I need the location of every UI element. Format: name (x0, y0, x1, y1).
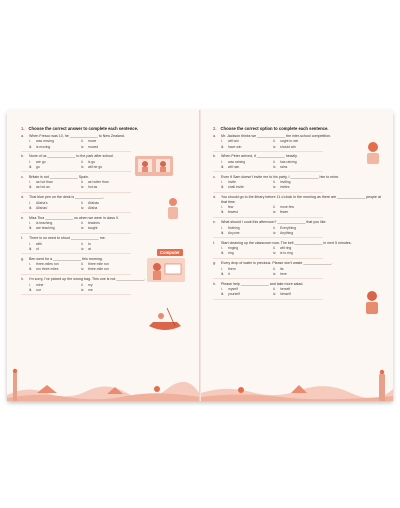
option-text: was raining (228, 159, 246, 164)
option-numeral: ii. (273, 180, 276, 185)
question-letter: f. (213, 240, 215, 245)
option-numeral: iv. (81, 267, 85, 272)
option-numeral: iv. (81, 144, 85, 149)
option-text: as hotter than (88, 180, 109, 185)
option-text: myself (228, 287, 238, 292)
answer-option (29, 165, 81, 170)
option-text: Nothing (228, 225, 240, 230)
option-text: moved (88, 144, 99, 149)
option-text: more few (280, 205, 294, 210)
boy-thinking-illustration (361, 288, 383, 316)
answer-option (29, 206, 81, 211)
question-letter: e. (213, 220, 216, 225)
question-item (213, 195, 381, 217)
option-text: is moving (36, 144, 51, 149)
workbook (7, 110, 393, 401)
question-divider (213, 171, 323, 172)
option-numeral: ii. (81, 241, 84, 246)
question-letter: c. (21, 174, 24, 179)
question-divider (213, 192, 323, 193)
option-numeral: ii. (273, 159, 276, 164)
question-divider (21, 192, 131, 193)
question-stem (213, 154, 381, 159)
question-text: That blue pen on the desk is ______________. (29, 195, 105, 200)
question-divider (21, 253, 131, 254)
option-numeral: ii. (273, 139, 276, 144)
question-text: None of us ______________ to the park after school. (29, 154, 114, 159)
question-text: Britain is not ______________ Spain. (29, 174, 89, 179)
question-item (213, 175, 381, 193)
question-stem (213, 261, 381, 266)
girl-illustration (363, 140, 383, 166)
answer-option (273, 251, 325, 256)
option-text: at (88, 246, 91, 251)
answer-options (29, 139, 189, 149)
option-text: move (88, 139, 97, 144)
option-text: Everything (280, 225, 297, 230)
question-stem (213, 134, 381, 139)
section-title-text: Choose the correct answer to complete each sentence. (28, 126, 139, 131)
question-letter: h. (21, 277, 24, 282)
option-numeral: iii. (221, 144, 225, 149)
option-numeral: i. (221, 180, 223, 185)
question-text: Start cleaning up the classroom now. The bell ______________ in next 5 minutes. (221, 240, 352, 245)
question-divider (213, 258, 323, 259)
option-numeral: ii. (273, 246, 276, 251)
answer-option (273, 145, 325, 150)
option-numeral: iv. (273, 164, 277, 169)
question-letter: a. (213, 134, 216, 138)
question-text: Ben went for a ______________ this morning. (29, 256, 103, 261)
question-text: There is no need to shout ______________ me. (29, 236, 106, 241)
question-letter: a. (21, 134, 24, 138)
answer-option (81, 145, 133, 150)
answer-options (221, 267, 381, 277)
option-numeral: iii. (221, 230, 225, 235)
option-numeral: iv. (273, 185, 277, 190)
question-divider (213, 237, 323, 238)
option-numeral: iii. (221, 210, 225, 215)
option-text: will win (228, 139, 239, 144)
option-text: with (36, 241, 43, 246)
question-divider (21, 294, 131, 295)
option-numeral: iv. (273, 210, 277, 215)
answer-option (221, 292, 273, 297)
option-numeral: i. (29, 139, 31, 144)
option-text: run three miles (36, 267, 59, 272)
option-text: its (280, 266, 284, 271)
option-numeral: iv. (273, 271, 277, 276)
option-numeral: i. (221, 139, 223, 144)
option-numeral: iii. (29, 267, 33, 272)
option-text: Alisha's (36, 200, 48, 205)
option-text: them (228, 266, 236, 271)
answer-options (221, 287, 381, 297)
answer-option (29, 267, 81, 272)
question-letter: d. (21, 195, 24, 200)
question-stem (213, 220, 381, 225)
answer-option (273, 231, 325, 236)
option-numeral: iii. (29, 164, 33, 169)
option-numeral: iii. (29, 205, 33, 210)
option-text: has raining (280, 159, 297, 164)
question-divider (213, 217, 323, 218)
option-text: ought to win (280, 139, 299, 144)
section-number: 2. (213, 126, 217, 131)
answer-options (221, 246, 381, 256)
option-text: was moving (36, 139, 54, 144)
option-numeral: ii. (81, 200, 84, 205)
option-text: himself (280, 292, 291, 297)
answer-option (273, 292, 325, 297)
option-numeral: iv. (273, 292, 277, 297)
question-divider (21, 171, 131, 172)
option-numeral: ii. (273, 266, 276, 271)
option-text: invite (228, 180, 236, 185)
option-text: fewest (228, 210, 238, 215)
option-text: fewer (280, 210, 289, 215)
answer-option (273, 210, 325, 215)
answer-option (81, 267, 133, 272)
answer-option (29, 247, 81, 252)
option-text: my (88, 282, 93, 287)
option-text: rains (280, 164, 288, 169)
option-numeral: i. (221, 246, 223, 251)
question-stem (21, 134, 189, 139)
option-numeral: i. (221, 225, 223, 230)
question-divider (213, 151, 323, 152)
question-text: Mr. Jackson thinks we ______________ the inter-school competition. (221, 134, 332, 138)
answer-options (221, 180, 381, 190)
option-numeral: iv. (273, 230, 277, 235)
option-text: invites (280, 185, 290, 190)
question-text: Every drop of water is precious. Please don't waste ______________. (221, 261, 333, 266)
answer-option (81, 185, 133, 190)
option-numeral: i. (29, 159, 31, 164)
answer-option (221, 165, 273, 170)
option-numeral: ii. (81, 159, 84, 164)
option-numeral: iii. (29, 246, 33, 251)
option-text: ring (228, 251, 234, 256)
option-text: go (36, 164, 40, 169)
question-divider (213, 278, 323, 279)
option-numeral: i. (221, 159, 223, 164)
question-stem (213, 282, 381, 287)
option-text: have win (228, 144, 242, 149)
option-numeral: i. (29, 241, 31, 246)
answer-option (81, 288, 133, 293)
option-text: are teaching (36, 226, 55, 231)
option-text: Alishas' (36, 205, 48, 210)
answer-option (273, 185, 325, 190)
option-numeral: iii. (221, 292, 225, 297)
question-letter: b. (213, 154, 216, 159)
question-text: When Fresco was 10, he ______________ to New Zealand. (29, 134, 125, 138)
question-item (213, 241, 381, 259)
answer-option (221, 231, 273, 236)
answer-options (221, 205, 381, 215)
option-numeral: i. (29, 262, 31, 267)
question-stem (213, 241, 381, 246)
answer-option (81, 206, 133, 211)
option-text: three-mile run (88, 267, 109, 272)
option-numeral: ii. (273, 287, 276, 292)
answer-option (29, 185, 81, 190)
option-numeral: ii. (81, 282, 84, 287)
answer-options (221, 226, 381, 236)
option-numeral: i. (29, 282, 31, 287)
question-item (213, 261, 381, 279)
question-text: When Peter arrived, it ______________ heavily. (221, 154, 298, 159)
option-numeral: i. (221, 287, 223, 292)
option-text: are go (36, 159, 46, 164)
option-text: taught (88, 226, 98, 231)
question-text: Miss Tina ______________ us when we were in class V. (29, 215, 119, 220)
right-question-list (213, 134, 381, 300)
option-numeral: iii. (221, 271, 225, 276)
option-text: herself (280, 287, 291, 292)
option-numeral: i. (221, 205, 223, 210)
answer-option (221, 145, 273, 150)
option-numeral: iii. (29, 287, 33, 292)
question-divider (21, 212, 131, 213)
option-numeral: ii. (273, 205, 276, 210)
option-text: shall invite (228, 185, 244, 190)
option-numeral: iv. (273, 251, 277, 256)
question-item (213, 220, 381, 238)
option-numeral: iv. (81, 287, 85, 292)
option-text: will rain (228, 164, 240, 169)
option-numeral: i. (29, 221, 31, 226)
question-letter: c. (213, 174, 216, 179)
option-numeral: iv. (81, 205, 85, 210)
answer-option (221, 210, 273, 215)
question-divider (21, 274, 131, 275)
question-text: Please help ______________ and take more salad. (221, 281, 304, 286)
left-page (7, 110, 200, 401)
computer-badge: Computer (157, 249, 183, 256)
option-numeral: ii. (81, 221, 84, 226)
option-text: inviting (280, 180, 291, 185)
option-text: Alishas (88, 200, 99, 205)
option-text: few (228, 205, 234, 210)
option-numeral: iv. (273, 144, 277, 149)
answer-option (273, 165, 325, 170)
answer-option (221, 251, 273, 256)
option-text: should win (280, 144, 297, 149)
answer-options (29, 180, 189, 190)
option-text: me (88, 287, 93, 292)
answer-options (29, 221, 189, 231)
option-numeral: iv. (81, 226, 85, 231)
question-text: I'm sorry, I've picked up the wrong bag. This one is not ______________. (29, 277, 146, 282)
answer-option (221, 272, 273, 277)
option-numeral: ii. (81, 139, 84, 144)
option-text: our (36, 287, 41, 292)
option-text: ringing (228, 246, 239, 251)
option-text: is to ring (280, 251, 293, 256)
option-text: it (228, 271, 230, 276)
question-letter: g. (213, 261, 216, 266)
option-text: as hot than (36, 180, 53, 185)
answer-options (221, 139, 381, 149)
answer-option (221, 185, 273, 190)
option-text: of (36, 246, 39, 251)
option-numeral: i. (221, 266, 223, 271)
boy-illustration (163, 196, 183, 222)
answer-option (81, 226, 133, 231)
answer-option (81, 165, 133, 170)
option-numeral: ii. (81, 180, 84, 185)
answer-option (29, 145, 81, 150)
option-text: is teaching (36, 221, 53, 226)
question-letter: e. (21, 215, 24, 220)
children-illustration (133, 150, 175, 180)
answer-option (273, 272, 325, 277)
answer-options (221, 160, 381, 170)
option-text: here (280, 271, 287, 276)
question-letter: f. (21, 236, 23, 241)
option-numeral: iii. (29, 226, 33, 231)
question-stem (213, 195, 381, 204)
option-text: will ring (280, 246, 292, 251)
option-numeral: iii. (29, 144, 33, 149)
option-numeral: iii. (29, 185, 33, 190)
right-exercise (213, 126, 381, 302)
question-divider (21, 151, 131, 152)
teacher-illustration (145, 256, 187, 286)
option-text: Alisha (88, 205, 98, 210)
answer-option (29, 288, 81, 293)
question-text: You should go to the library before 11 o'clock in the morning as there are ______________ people at that time. (221, 195, 381, 204)
option-text: to (88, 241, 91, 246)
option-numeral: iii. (221, 164, 225, 169)
option-numeral: iv. (81, 185, 85, 190)
option-numeral: ii. (81, 262, 84, 267)
option-numeral: ii. (273, 225, 276, 230)
option-text: Anything (280, 230, 294, 235)
question-text: What should I cook this afternoon? ______________ that you like. (221, 220, 327, 225)
question-letter: d. (213, 195, 216, 200)
option-numeral: i. (29, 180, 31, 185)
question-stem (21, 236, 189, 241)
option-text: will be go (88, 164, 103, 169)
left-page-decoration (7, 367, 199, 401)
question-letter: h. (213, 281, 216, 286)
right-section-title (213, 126, 381, 131)
answer-option (81, 247, 133, 252)
option-numeral: iii. (221, 251, 225, 256)
option-text: three-miles run (36, 262, 59, 267)
option-text: mine (36, 282, 44, 287)
option-text: is go (88, 159, 96, 164)
option-numeral: iii. (221, 185, 225, 190)
right-page-decoration (201, 367, 393, 401)
question-letter: g. (21, 256, 24, 261)
question-item (213, 282, 381, 300)
boat-illustration (147, 304, 183, 334)
question-text: Even if Sam doesn't invite me to his party, I ______________ him to mine. (221, 174, 340, 179)
question-stem (213, 175, 381, 180)
option-text: teaches (88, 221, 100, 226)
option-numeral: iv. (81, 164, 85, 169)
question-letter: b. (21, 154, 24, 159)
answer-option (29, 226, 81, 231)
option-text: yourself (228, 292, 240, 297)
option-text: as hot as (36, 185, 50, 190)
question-divider (21, 233, 131, 234)
option-text: Anyone (228, 230, 240, 235)
question-item (213, 154, 381, 172)
section-title-text: Choose the correct option to complete each sentence. (220, 126, 329, 131)
question-item (213, 134, 381, 152)
option-text: hot as (88, 185, 98, 190)
question-divider (213, 299, 323, 300)
left-section-title (21, 126, 189, 131)
option-numeral: iv. (81, 246, 85, 251)
option-text: three mile run (88, 262, 109, 267)
option-numeral: i. (29, 200, 31, 205)
section-number: 1. (21, 126, 25, 131)
right-page (201, 110, 393, 401)
